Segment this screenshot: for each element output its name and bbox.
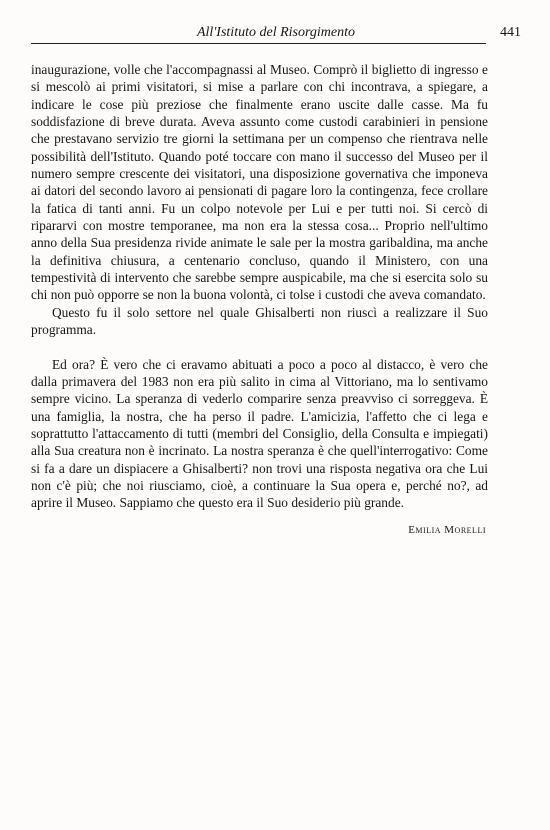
running-head [31,25,521,43]
paragraph-3: Ed ora? È vero che ci eravamo abituati a poco a poco al distacco, è vero che dalla primavera del 1983 non era più salito in cima al Vittoriano, ma lo sentivamo sempre vicino. La speranza di vederlo comparire senza preavviso ci sorreggeva. È una famiglia, la nostra, che ha perso il padre. L'amicizia, l'affetto che ci lega e soprattutto l'attaccamento di tutti (membri del Consiglio, della Consulta e impiegati) alla Sua creatura non è incrinato. La nostra speranza è che quell'interrogativo: Come si fa a dare un dispiacere a Ghisalberti? non trovi una risposta negativa ora che Lui non c'è più; che noi riusciamo, cioè, a continuare la Sua opera e, perché no?, ad aprire il Museo. Sappiamo che questo era il Suo desiderio più grande. [31,356,488,511]
paragraph-1: inaugurazione, volle che l'accompagnassi al Museo. Comprò il biglietto di ingresso e si mescolò ai primi visitatori, si mise a parlare con chi incontrava, a spiegare, a indicare le cose più preziose che finalmente erano uscite dalle casse. Ma fu soddisfazione di breve durata. Aveva assunto come custodi carabinieri in pensione che prestavano servizio tre giorni la settimana per un compenso che rientrava nelle possibilità dell'Istituto. Quando poté toccare con mano il successo del Museo per il numero sempre crescente dei visitatori, una disposizione governativa che imponeva ai datori del secondo lavoro ai pensionati di pagare loro la contingenza, fece crollare la fatica di tanti anni. Fu un colpo notevole per Lui e per tutti noi. Si cercò di ripararvi con mostre temporanee, ma non era la stessa cosa... Proprio nell'ultimo anno della Sua presidenza rivide animate le sale per la mostra garibaldina, ma anche la definitiva chiusura, a centenario concluso, quando il Ministero, con una tempestività di intervento che sarebbe sempre auspicabile, ma che si esercita solo su chi non può opporre se non la buona volontà, ci tolse i custodi che aveva comandato. [31,62,488,303]
running-title: All'Istituto del Risorgimento [196,25,356,40]
body-text [31,61,488,539]
author-signature: Emilia Morelli [408,523,486,536]
paragraph-2: Questo fu il solo settore nel quale Ghisalberti non riuscì a realizzare il Suo programma. [31,304,488,338]
page-number: 441 [500,25,521,40]
header-rule [31,43,486,44]
